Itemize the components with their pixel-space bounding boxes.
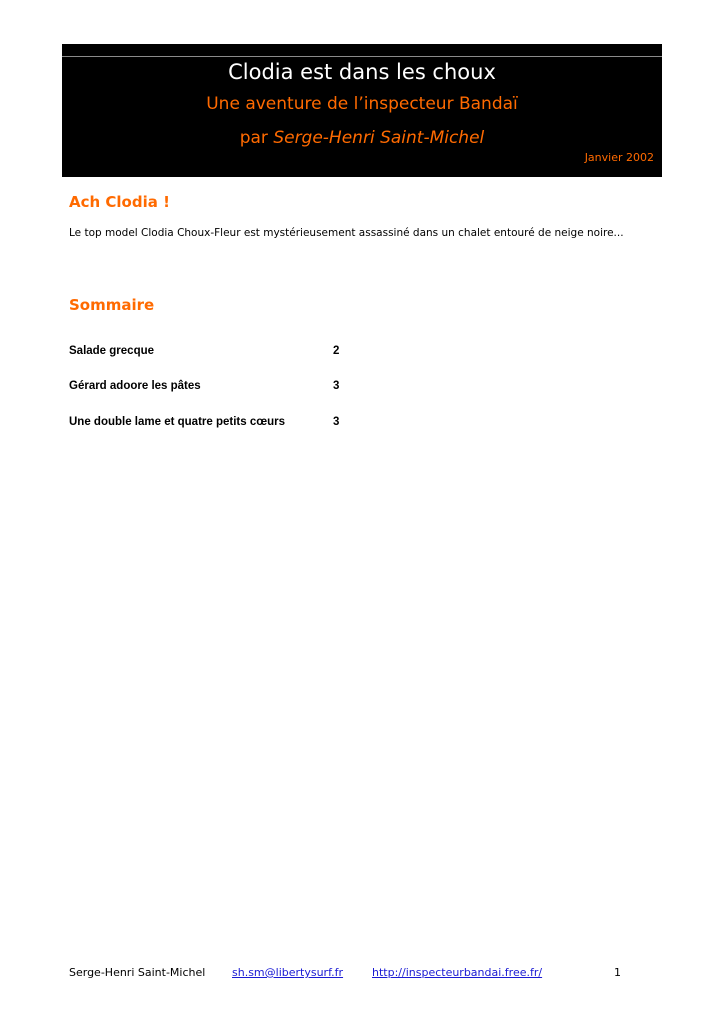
title-banner	[62, 44, 662, 177]
publication-date: Janvier 2002	[584, 151, 654, 164]
byline-author: Serge-Henri Saint-Michel	[273, 128, 485, 148]
byline-prefix: par	[239, 128, 268, 148]
toc-entry[interactable]	[69, 343, 349, 359]
toc-entry-page: 2	[333, 345, 340, 357]
document-subtitle: Une aventure de l’inspecteur Bandaï	[206, 94, 518, 114]
footer-email-link[interactable]: sh.sm@libertysurf.fr	[232, 966, 344, 979]
toc-heading: Sommaire	[69, 296, 155, 314]
toc-entry-page: 3	[333, 380, 340, 392]
intro-text: Le top model Clodia Choux-Fleur est mystérieusement assassiné dans un chalet entouré de neige noire...	[69, 227, 624, 239]
toc-entry-label: Salade grecque	[69, 345, 155, 357]
byline	[62, 126, 662, 150]
footer-website-link[interactable]: http://inspecteurbandai.free.fr/	[372, 966, 543, 979]
banner-rule	[62, 56, 662, 57]
page-footer	[69, 965, 629, 981]
intro-heading: Ach Clodia !	[69, 193, 170, 211]
toc-entry[interactable]	[69, 378, 349, 394]
toc-entry-label: Gérard adoore les pâtes	[69, 380, 201, 392]
footer-page-number: 1	[614, 966, 621, 979]
document-title: Clodia est dans les choux	[228, 60, 496, 84]
footer-author: Serge-Henri Saint-Michel	[69, 966, 206, 979]
toc-entry-page: 3	[333, 416, 340, 428]
toc-entry[interactable]	[69, 414, 349, 430]
toc-entry-label: Une double lame et quatre petits cœurs	[69, 416, 285, 428]
